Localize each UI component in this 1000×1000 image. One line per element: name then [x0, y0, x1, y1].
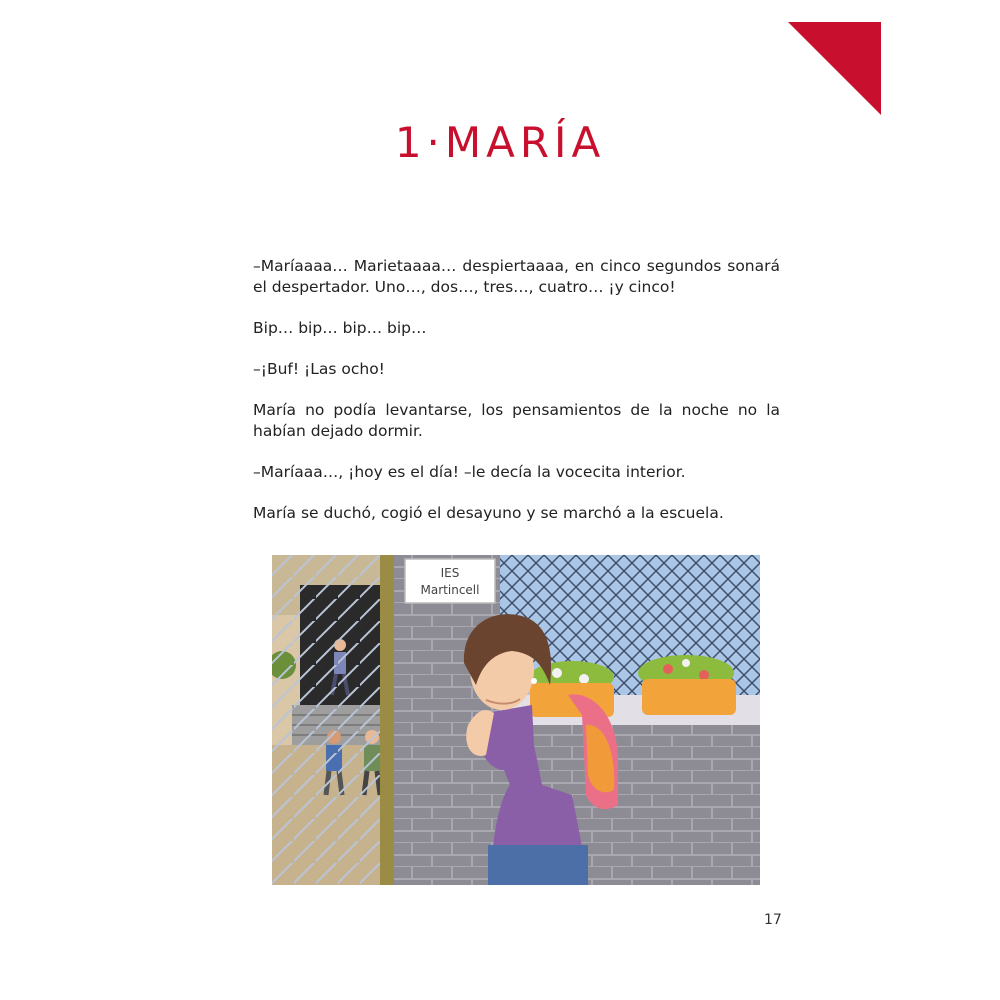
paragraph: –¡Buf! ¡Las ocho!: [253, 360, 385, 378]
paragraph: María no podía levantarse, los pensamientos de la noche no la habían dejado dormir.: [253, 401, 780, 440]
chapter-title: [0, 118, 1000, 167]
courtyard-scene: [272, 555, 384, 885]
paragraph: Bip… bip… bip… bip…: [253, 319, 427, 337]
chapter-separator: ·: [426, 118, 445, 167]
paragraph: –Maríaaa…, ¡hoy es el día! –le decía la vocecita interior.: [253, 463, 686, 481]
paragraph: –Maríaaaa… Marietaaaa… despiertaaaa, en cinco segundos sonará el despertador. Uno…, dos…, tres…, cuatro… ¡y cinco!: [253, 257, 780, 296]
page-number: 17: [764, 912, 782, 928]
gate-post: [380, 555, 394, 885]
flower-planter: [638, 655, 736, 715]
chapter-number: 1: [394, 118, 427, 167]
chapter-body: [253, 256, 780, 544]
corner-triangle: [788, 22, 881, 115]
sign-line-1: IES: [440, 566, 460, 580]
sign-line-2: Martincell: [420, 583, 480, 597]
school-illustration: [272, 555, 760, 885]
school-sign: [405, 559, 495, 603]
chapter-name: MARÍA: [444, 118, 606, 167]
paragraph: María se duchó, cogió el desayuno y se marchó a la escuela.: [253, 504, 724, 522]
